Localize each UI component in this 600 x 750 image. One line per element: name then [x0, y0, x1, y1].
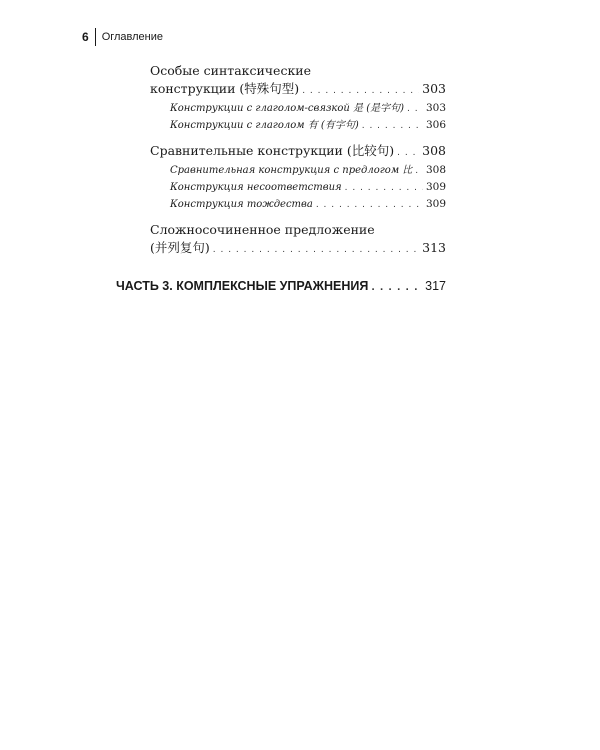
toc-entry-inequality-construction[interactable]	[150, 179, 446, 196]
toc-page-number: 309	[425, 181, 446, 193]
running-header	[82, 26, 163, 48]
toc-page-number: 308	[425, 164, 446, 176]
toc-page-number: 303	[425, 102, 446, 114]
toc-entry-identity-construction[interactable]	[150, 196, 446, 213]
toc-page-number: 303	[422, 81, 446, 96]
toc-page-number: 308	[422, 143, 446, 158]
toc-entry-title: Конструкции с глаголом 有 (有字句)	[170, 120, 359, 131]
toc-entry-title-cont: (并列复句)	[150, 240, 210, 255]
toc-entry-shi-constructions[interactable]	[150, 100, 446, 117]
dot-leader	[316, 197, 423, 213]
toc-entry-title: Конструкции с глаголом-связкой 是 (是字句)	[170, 103, 405, 114]
dot-leader	[213, 241, 419, 259]
header-divider	[95, 28, 96, 46]
toc-part-title: ЧАСТЬ 3. КОМПЛЕКСНЫЕ УПРАЖНЕНИЯ	[116, 279, 369, 293]
toc-entry-title: Конструкция несоответствия	[170, 182, 342, 193]
toc-entry-part-3[interactable]	[116, 277, 446, 297]
dot-leader	[302, 82, 419, 100]
toc-entry-title: Особые синтаксические	[150, 63, 311, 78]
toc-entry-special-constructions[interactable]	[150, 62, 446, 100]
table-of-contents	[116, 62, 446, 297]
section-title: Оглавление	[101, 31, 164, 43]
dot-leader	[345, 180, 423, 196]
toc-entry-bi-construction[interactable]	[150, 162, 446, 179]
toc-entry-title: Конструкция тождества	[170, 199, 313, 210]
toc-page-number: 317	[425, 279, 446, 293]
page-number: 6	[82, 30, 89, 44]
toc-entry-title: Сложносочиненное предложение	[150, 222, 375, 237]
toc-entry-you-constructions[interactable]	[150, 117, 446, 134]
toc-page-number: 313	[422, 240, 446, 255]
toc-entry-comparative-constructions[interactable]	[150, 142, 446, 162]
toc-entry-compound-sentence[interactable]	[150, 221, 446, 259]
dot-leader	[397, 144, 419, 162]
toc-entry-title-cont: конструкции (特殊句型)	[150, 81, 300, 96]
dot-leader	[371, 279, 422, 297]
toc-entry-title: Сравнительные конструкции (比较句)	[150, 143, 395, 158]
toc-page-number: 306	[425, 119, 446, 131]
dot-leader	[362, 118, 423, 134]
dot-leader	[407, 101, 423, 117]
dot-leader	[415, 163, 423, 179]
toc-entry-title: Сравнительная конструкция с предлогом 比	[170, 165, 413, 176]
toc-page-number: 309	[425, 198, 446, 210]
